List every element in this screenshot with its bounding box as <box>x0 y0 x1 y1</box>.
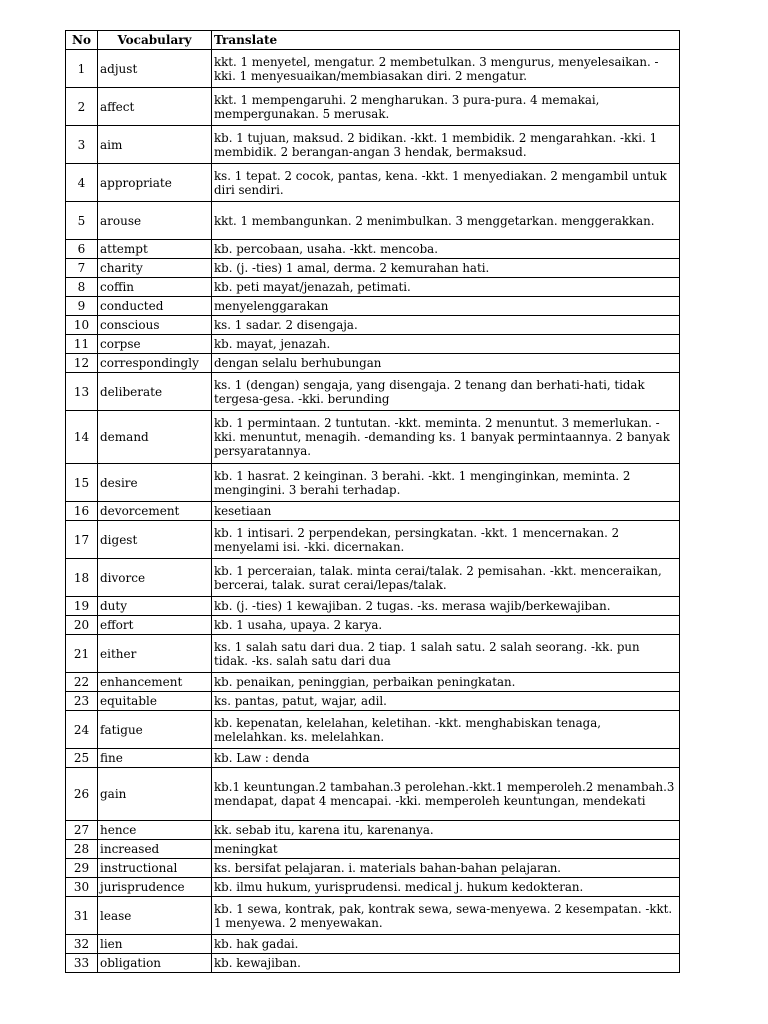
vocabulary-word: divorce <box>98 559 212 597</box>
row-number: 26 <box>66 768 98 821</box>
row-number: 18 <box>66 559 98 597</box>
translation-text: kb. 1 hasrat. 2 keinginan. 3 berahi. -kkt. 1 menginginkan, meminta. 2 mengingini. 3 berahi terhadap. <box>212 464 680 502</box>
table-row <box>66 316 680 335</box>
vocabulary-word: effort <box>98 616 212 635</box>
table-row <box>66 354 680 373</box>
row-number: 25 <box>66 749 98 768</box>
vocabulary-word: attempt <box>98 240 212 259</box>
vocabulary-word: deliberate <box>98 373 212 411</box>
table-row <box>66 502 680 521</box>
row-number: 15 <box>66 464 98 502</box>
translation-text: meningkat <box>212 840 680 859</box>
vocabulary-word: fatigue <box>98 711 212 749</box>
table-row <box>66 88 680 126</box>
row-number: 20 <box>66 616 98 635</box>
translation-text: kb. kepenatan, kelelahan, keletihan. -kkt. menghabiskan tenaga, melelahkan. ks. melelahkan. <box>212 711 680 749</box>
vocabulary-word: arouse <box>98 202 212 240</box>
table-row <box>66 335 680 354</box>
table-row <box>66 749 680 768</box>
translation-text: kkt. 1 menyetel, mengatur. 2 membetulkan. 3 mengurus, menyelesaikan. -kki. 1 menyesuaikan/membiasakan diri. 2 mengatur. <box>212 50 680 88</box>
vocabulary-table <box>65 30 680 973</box>
row-number: 12 <box>66 354 98 373</box>
vocabulary-word: duty <box>98 597 212 616</box>
vocabulary-word: either <box>98 635 212 673</box>
row-number: 4 <box>66 164 98 202</box>
row-number: 13 <box>66 373 98 411</box>
table-row <box>66 935 680 954</box>
vocabulary-word: enhancement <box>98 673 212 692</box>
row-number: 23 <box>66 692 98 711</box>
table-row <box>66 259 680 278</box>
row-number: 6 <box>66 240 98 259</box>
row-number: 9 <box>66 297 98 316</box>
row-number: 16 <box>66 502 98 521</box>
translation-text: kb. mayat, jenazah. <box>212 335 680 354</box>
table-body <box>66 50 680 973</box>
translation-text: kb. hak gadai. <box>212 935 680 954</box>
table-row <box>66 278 680 297</box>
vocabulary-word: gain <box>98 768 212 821</box>
row-number: 27 <box>66 821 98 840</box>
translation-text: kesetiaan <box>212 502 680 521</box>
vocabulary-word: conscious <box>98 316 212 335</box>
row-number: 11 <box>66 335 98 354</box>
row-number: 32 <box>66 935 98 954</box>
vocabulary-word: demand <box>98 411 212 464</box>
vocabulary-word: lien <box>98 935 212 954</box>
vocabulary-word: appropriate <box>98 164 212 202</box>
table-row <box>66 897 680 935</box>
vocabulary-word: affect <box>98 88 212 126</box>
table-header-row <box>66 31 680 50</box>
header-no: No <box>66 31 98 50</box>
table-row <box>66 521 680 559</box>
table-row <box>66 711 680 749</box>
translation-text: kb. (j. -ties) 1 amal, derma. 2 kemurahan hati. <box>212 259 680 278</box>
translation-text: ks. 1 sadar. 2 disengaja. <box>212 316 680 335</box>
translation-text: kb. 1 perceraian, talak. minta cerai/talak. 2 pemisahan. -kkt. menceraikan, bercerai, talak. surat cerai/lepas/talak. <box>212 559 680 597</box>
translation-text: kb. 1 permintaan. 2 tuntutan. -kkt. meminta. 2 menuntut. 3 memerlukan. -kki. menuntut, menagih. -demanding ks. 1 banyak permintaannya. 2 banyak persyaratannya. <box>212 411 680 464</box>
translation-text: kkt. 1 mempengaruhi. 2 mengharukan. 3 pura-pura. 4 memakai, mempergunakan. 5 merusak. <box>212 88 680 126</box>
table-row <box>66 840 680 859</box>
vocabulary-word: hence <box>98 821 212 840</box>
row-number: 24 <box>66 711 98 749</box>
translation-text: kb. kewajiban. <box>212 954 680 973</box>
table-row <box>66 768 680 821</box>
vocabulary-word: correspondingly <box>98 354 212 373</box>
translation-text: ks. pantas, patut, wajar, adil. <box>212 692 680 711</box>
translation-text: ks. bersifat pelajaran. i. materials bahan-bahan pelajaran. <box>212 859 680 878</box>
translation-text: kb. 1 tujuan, maksud. 2 bidikan. -kkt. 1 membidik. 2 mengarahkan. -kki. 1 membidik. 2 berangan-angan 3 hendak, bermaksud. <box>212 126 680 164</box>
vocabulary-word: increased <box>98 840 212 859</box>
table-row <box>66 297 680 316</box>
translation-text: kb.1 keuntungan.2 tambahan.3 perolehan.-kkt.1 memperoleh.2 menambah.3 mendapat, dapat 4 mencapai. -kki. memperoleh keuntungan, mendekati <box>212 768 680 821</box>
translation-text: ks. 1 (dengan) sengaja, yang disengaja. 2 tenang dan berhati-hati, tidak tergesa-gesa. -kki. berunding <box>212 373 680 411</box>
vocabulary-word: obligation <box>98 954 212 973</box>
row-number: 5 <box>66 202 98 240</box>
vocabulary-word: equitable <box>98 692 212 711</box>
translation-text: kb. 1 intisari. 2 perpendekan, persingkatan. -kkt. 1 mencernakan. 2 menyelami isi. -kki. dicernakan. <box>212 521 680 559</box>
table-row <box>66 673 680 692</box>
table-row <box>66 164 680 202</box>
vocabulary-word: lease <box>98 897 212 935</box>
row-number: 29 <box>66 859 98 878</box>
translation-text: kb. 1 sewa, kontrak, pak, kontrak sewa, sewa-menyewa. 2 kesempatan. -kkt. 1 menyewa. 2 menyewakan. <box>212 897 680 935</box>
table-row <box>66 692 680 711</box>
row-number: 14 <box>66 411 98 464</box>
table-row <box>66 821 680 840</box>
header-vocabulary: Vocabulary <box>98 31 212 50</box>
row-number: 28 <box>66 840 98 859</box>
row-number: 17 <box>66 521 98 559</box>
vocabulary-word: instructional <box>98 859 212 878</box>
table-row <box>66 859 680 878</box>
translation-text: kb. peti mayat/jenazah, petimati. <box>212 278 680 297</box>
vocabulary-word: fine <box>98 749 212 768</box>
vocabulary-word: digest <box>98 521 212 559</box>
table-row <box>66 616 680 635</box>
row-number: 19 <box>66 597 98 616</box>
table-row <box>66 126 680 164</box>
translation-text: kk. sebab itu, karena itu, karenanya. <box>212 821 680 840</box>
row-number: 1 <box>66 50 98 88</box>
table-row <box>66 464 680 502</box>
row-number: 22 <box>66 673 98 692</box>
vocabulary-word: aim <box>98 126 212 164</box>
row-number: 3 <box>66 126 98 164</box>
row-number: 2 <box>66 88 98 126</box>
table-row <box>66 954 680 973</box>
row-number: 7 <box>66 259 98 278</box>
translation-text: kb. ilmu hukum, yurisprudensi. medical j. hukum kedokteran. <box>212 878 680 897</box>
row-number: 21 <box>66 635 98 673</box>
vocabulary-word: corpse <box>98 335 212 354</box>
translation-text: kb. 1 usaha, upaya. 2 karya. <box>212 616 680 635</box>
table-row <box>66 50 680 88</box>
header-translate: Translate <box>212 31 680 50</box>
translation-text: menyelenggarakan <box>212 297 680 316</box>
translation-text: kb. penaikan, peninggian, perbaikan peningkatan. <box>212 673 680 692</box>
vocabulary-word: adjust <box>98 50 212 88</box>
vocabulary-word: charity <box>98 259 212 278</box>
row-number: 30 <box>66 878 98 897</box>
table-row <box>66 411 680 464</box>
row-number: 10 <box>66 316 98 335</box>
row-number: 33 <box>66 954 98 973</box>
vocabulary-word: desire <box>98 464 212 502</box>
translation-text: ks. 1 tepat. 2 cocok, pantas, kena. -kkt. 1 menyediakan. 2 mengambil untuk diri sendiri. <box>212 164 680 202</box>
translation-text: kb. percobaan, usaha. -kkt. mencoba. <box>212 240 680 259</box>
row-number: 31 <box>66 897 98 935</box>
vocabulary-word: conducted <box>98 297 212 316</box>
table-row <box>66 878 680 897</box>
table-row <box>66 373 680 411</box>
table-row <box>66 559 680 597</box>
table-row <box>66 635 680 673</box>
vocabulary-word: devorcement <box>98 502 212 521</box>
table-row <box>66 240 680 259</box>
translation-text: kkt. 1 membangunkan. 2 menimbulkan. 3 menggetarkan. menggerakkan. <box>212 202 680 240</box>
table-row <box>66 597 680 616</box>
translation-text: kb. (j. -ties) 1 kewajiban. 2 tugas. -ks. merasa wajib/berkewajiban. <box>212 597 680 616</box>
row-number: 8 <box>66 278 98 297</box>
vocabulary-word: jurisprudence <box>98 878 212 897</box>
translation-text: dengan selalu berhubungan <box>212 354 680 373</box>
vocabulary-word: coffin <box>98 278 212 297</box>
translation-text: ks. 1 salah satu dari dua. 2 tiap. 1 salah satu. 2 salah seorang. -kk. pun tidak. -ks. salah satu dari dua <box>212 635 680 673</box>
table-row <box>66 202 680 240</box>
translation-text: kb. Law : denda <box>212 749 680 768</box>
